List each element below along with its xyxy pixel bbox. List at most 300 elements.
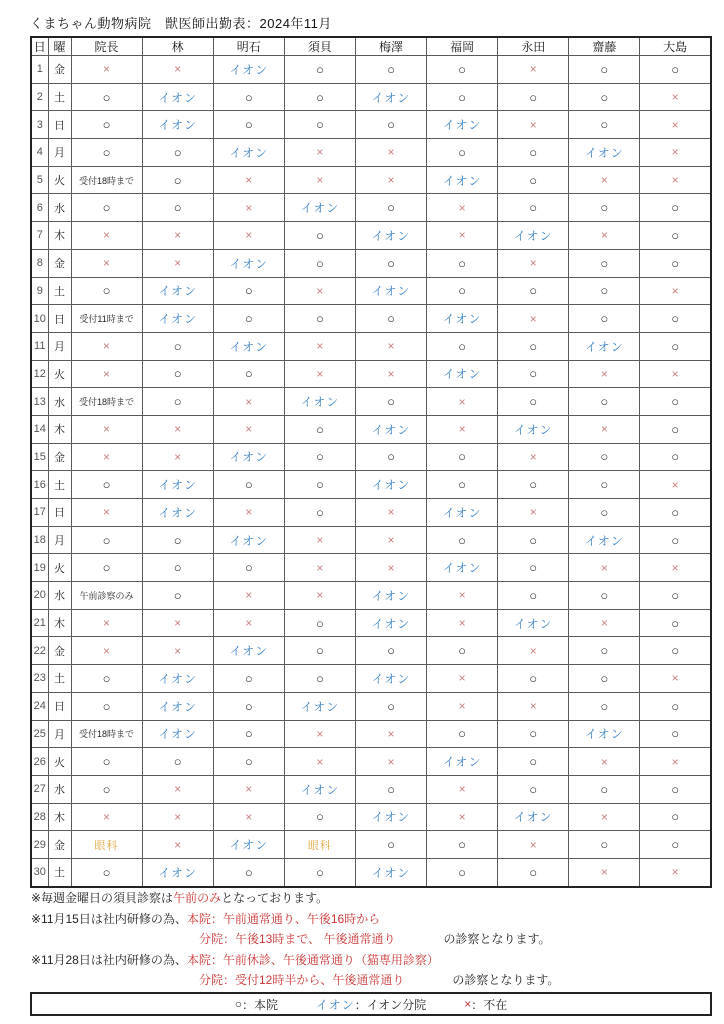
- attendance-cell: ○: [640, 332, 711, 360]
- table-row: [31, 360, 711, 388]
- attendance-cell: ×: [640, 748, 711, 776]
- attendance-cell: ○: [284, 222, 355, 250]
- table-row: [31, 305, 711, 333]
- weekday-label: 日: [48, 692, 71, 720]
- attendance-cell: ×: [213, 388, 284, 416]
- attendance-cell: イオン: [142, 665, 213, 693]
- attendance-cell: ×: [284, 166, 355, 194]
- weekday-label: 水: [48, 775, 71, 803]
- attendance-cell: ×: [427, 775, 498, 803]
- attendance-cell: イオン: [427, 748, 498, 776]
- attendance-cell: ×: [71, 443, 142, 471]
- attendance-cell: ○: [569, 471, 640, 499]
- legend-symbol: ○: [234, 997, 242, 1011]
- table-row: [31, 277, 711, 305]
- attendance-cell: ○: [427, 277, 498, 305]
- attendance-cell: ○: [569, 56, 640, 84]
- attendance-cell: ○: [71, 692, 142, 720]
- attendance-cell: ○: [71, 665, 142, 693]
- attendance-cell: ○: [142, 194, 213, 222]
- attendance-cell: ×: [427, 415, 498, 443]
- table-row: [31, 388, 711, 416]
- attendance-cell: イオン: [355, 415, 426, 443]
- attendance-cell: ×: [569, 360, 640, 388]
- weekday-label: 水: [48, 388, 71, 416]
- attendance-cell: ○: [498, 360, 569, 388]
- attendance-cell: ×: [71, 332, 142, 360]
- attendance-cell: ○: [569, 665, 640, 693]
- attendance-cell: イオン: [427, 360, 498, 388]
- day-number: 7: [31, 222, 48, 250]
- attendance-cell: ○: [427, 471, 498, 499]
- attendance-cell: ×: [640, 554, 711, 582]
- day-number: 18: [31, 526, 48, 554]
- note-line: [31, 888, 559, 909]
- attendance-cell: ○: [427, 831, 498, 859]
- attendance-cell: イオン: [569, 720, 640, 748]
- attendance-cell: イオン: [142, 83, 213, 111]
- attendance-cell: ○: [142, 360, 213, 388]
- attendance-cell: ○: [213, 720, 284, 748]
- attendance-cell: イオン: [498, 803, 569, 831]
- attendance-cell: ○: [498, 775, 569, 803]
- attendance-cell: ×: [498, 56, 569, 84]
- attendance-cell: ○: [71, 526, 142, 554]
- note-text: 本院：午前休診、午後通常通り（猫専用診察）: [186, 952, 439, 967]
- attendance-cell: ×: [71, 637, 142, 665]
- table-row: [31, 803, 711, 831]
- attendance-cell: ×: [71, 803, 142, 831]
- attendance-cell: イオン: [355, 222, 426, 250]
- attendance-cell: ○: [427, 720, 498, 748]
- weekday-label: 土: [48, 471, 71, 499]
- attendance-cell: ○: [213, 692, 284, 720]
- attendance-cell: ×: [498, 499, 569, 527]
- attendance-cell: ×: [427, 665, 498, 693]
- attendance-cell: ×: [71, 249, 142, 277]
- attendance-cell: ○: [640, 305, 711, 333]
- attendance-cell: ○: [284, 305, 355, 333]
- day-number: 11: [31, 332, 48, 360]
- attendance-cell: ○: [284, 665, 355, 693]
- day-number: 28: [31, 803, 48, 831]
- weekday-label: 火: [48, 166, 71, 194]
- note-text: 分院：午後13時まで、 午後通常通り: [199, 932, 396, 946]
- attendance-cell: ○: [355, 249, 426, 277]
- weekday-label: 月: [48, 526, 71, 554]
- attendance-cell: イオン: [142, 692, 213, 720]
- column-header: 日: [31, 37, 48, 56]
- attendance-cell: ×: [640, 111, 711, 139]
- attendance-cell: イオン: [284, 388, 355, 416]
- table-row: [31, 582, 711, 610]
- weekday-label: 金: [48, 443, 71, 471]
- day-number: 1: [31, 56, 48, 84]
- attendance-cell: イオン: [427, 305, 498, 333]
- attendance-cell: ×: [355, 526, 426, 554]
- note-text: 本院：午前通常通り、午後16時から: [186, 911, 381, 926]
- attendance-cell: ×: [213, 803, 284, 831]
- attendance-cell: ×: [569, 222, 640, 250]
- attendance-cell: ○: [640, 526, 711, 554]
- attendance-cell: ○: [427, 139, 498, 167]
- weekday-label: 月: [48, 332, 71, 360]
- attendance-cell: ×: [284, 748, 355, 776]
- attendance-cell: ○: [71, 111, 142, 139]
- attendance-cell: ×: [427, 692, 498, 720]
- weekday-label: 土: [48, 83, 71, 111]
- note-text: ※11月15日は社内研修の為、: [31, 911, 187, 926]
- table-row: [31, 720, 711, 748]
- attendance-cell: ○: [640, 803, 711, 831]
- attendance-cell: ○: [569, 388, 640, 416]
- attendance-cell: ○: [498, 665, 569, 693]
- attendance-cell: ○: [355, 692, 426, 720]
- attendance-cell: ○: [498, 526, 569, 554]
- note-text: ※11月28日は社内研修の為、: [31, 952, 187, 967]
- attendance-cell: ×: [640, 83, 711, 111]
- day-number: 2: [31, 83, 48, 111]
- attendance-cell: イオン: [355, 609, 426, 637]
- day-number: 19: [31, 554, 48, 582]
- table-row: [31, 748, 711, 776]
- attendance-cell: ×: [427, 803, 498, 831]
- column-header: 明石: [213, 37, 284, 56]
- day-number: 12: [31, 360, 48, 388]
- attendance-cell: イオン: [569, 526, 640, 554]
- day-number: 9: [31, 277, 48, 305]
- attendance-cell: ○: [284, 83, 355, 111]
- table-row: [31, 83, 711, 111]
- attendance-cell: イオン: [498, 609, 569, 637]
- attendance-cell: ×: [355, 332, 426, 360]
- attendance-cell: イオン: [355, 582, 426, 610]
- attendance-cell: ×: [355, 720, 426, 748]
- attendance-cell: ×: [427, 194, 498, 222]
- attendance-cell: ×: [213, 222, 284, 250]
- attendance-cell: ○: [498, 748, 569, 776]
- legend-item: [316, 996, 426, 1013]
- attendance-cell: ○: [355, 194, 426, 222]
- attendance-cell: イオン: [213, 526, 284, 554]
- attendance-cell: ○: [142, 748, 213, 776]
- weekday-label: 日: [48, 111, 71, 139]
- attendance-cell: イオン: [213, 56, 284, 84]
- attendance-cell: ○: [640, 582, 711, 610]
- attendance-cell: ○: [569, 775, 640, 803]
- table-row: [31, 111, 711, 139]
- attendance-cell: ×: [569, 748, 640, 776]
- attendance-cell: ×: [284, 582, 355, 610]
- weekday-label: 金: [48, 831, 71, 859]
- attendance-cell: ×: [71, 609, 142, 637]
- attendance-cell: ○: [569, 637, 640, 665]
- attendance-cell: イオン: [427, 166, 498, 194]
- attendance-cell: ×: [284, 139, 355, 167]
- attendance-cell: ○: [213, 471, 284, 499]
- attendance-cell: ○: [640, 692, 711, 720]
- note-text: の診察となります。: [452, 973, 560, 987]
- attendance-cell: イオン: [213, 831, 284, 859]
- attendance-cell: ○: [640, 249, 711, 277]
- attendance-cell: ○: [569, 831, 640, 859]
- attendance-cell: ○: [213, 858, 284, 887]
- legend-symbol: ×: [464, 997, 472, 1011]
- attendance-cell: ○: [640, 56, 711, 84]
- attendance-cell: ×: [569, 803, 640, 831]
- column-header: 福岡: [427, 37, 498, 56]
- note-line: [31, 909, 559, 930]
- attendance-cell: イオン: [142, 720, 213, 748]
- attendance-cell: 受付18時まで: [71, 720, 142, 748]
- column-header: 曜: [48, 37, 71, 56]
- attendance-cell: ×: [142, 443, 213, 471]
- note-line: [31, 970, 559, 991]
- day-number: 26: [31, 748, 48, 776]
- attendance-cell: イオン: [569, 139, 640, 167]
- attendance-cell: ×: [498, 249, 569, 277]
- attendance-cell: ○: [569, 692, 640, 720]
- weekday-label: 木: [48, 609, 71, 637]
- attendance-cell: ○: [498, 83, 569, 111]
- attendance-cell: ○: [640, 720, 711, 748]
- attendance-cell: ○: [640, 388, 711, 416]
- attendance-cell: 眼科: [284, 831, 355, 859]
- attendance-cell: ×: [142, 249, 213, 277]
- attendance-cell: ○: [142, 139, 213, 167]
- note-text: ※毎週金曜日の須貝診察は: [31, 891, 174, 905]
- legend-label: ：イオン分院: [354, 997, 427, 1012]
- weekday-label: 土: [48, 858, 71, 887]
- attendance-cell: ○: [213, 111, 284, 139]
- day-number: 27: [31, 775, 48, 803]
- attendance-cell: ×: [71, 56, 142, 84]
- attendance-cell: ○: [284, 471, 355, 499]
- table-row: [31, 166, 711, 194]
- attendance-cell: ○: [569, 443, 640, 471]
- attendance-cell: イオン: [569, 332, 640, 360]
- attendance-cell: ○: [284, 249, 355, 277]
- attendance-cell: ×: [640, 665, 711, 693]
- attendance-cell: イオン: [213, 139, 284, 167]
- attendance-cell: ○: [284, 637, 355, 665]
- attendance-cell: イオン: [213, 332, 284, 360]
- attendance-cell: ×: [569, 609, 640, 637]
- attendance-cell: ×: [284, 360, 355, 388]
- attendance-cell: ×: [498, 692, 569, 720]
- attendance-cell: ○: [427, 526, 498, 554]
- attendance-cell: イオン: [142, 111, 213, 139]
- attendance-cell: ○: [640, 637, 711, 665]
- attendance-cell: ×: [427, 222, 498, 250]
- attendance-cell: ○: [284, 609, 355, 637]
- day-number: 16: [31, 471, 48, 499]
- attendance-cell: ○: [640, 609, 711, 637]
- attendance-cell: イオン: [142, 277, 213, 305]
- attendance-cell: ×: [213, 582, 284, 610]
- attendance-cell: ○: [71, 194, 142, 222]
- weekday-label: 土: [48, 665, 71, 693]
- table-row: [31, 415, 711, 443]
- attendance-cell: ○: [498, 720, 569, 748]
- column-header: 大島: [640, 37, 711, 56]
- attendance-cell: ○: [569, 277, 640, 305]
- attendance-cell: ○: [355, 56, 426, 84]
- day-number: 15: [31, 443, 48, 471]
- attendance-cell: ×: [498, 111, 569, 139]
- day-number: 3: [31, 111, 48, 139]
- attendance-cell: ○: [213, 665, 284, 693]
- attendance-cell: ×: [569, 858, 640, 887]
- attendance-cell: ○: [142, 388, 213, 416]
- attendance-cell: ○: [71, 554, 142, 582]
- attendance-cell: ○: [569, 582, 640, 610]
- attendance-cell: ○: [427, 858, 498, 887]
- attendance-cell: ○: [284, 858, 355, 887]
- attendance-cell: ×: [213, 415, 284, 443]
- attendance-cell: ○: [355, 388, 426, 416]
- table-header-row: [31, 37, 711, 56]
- attendance-cell: ○: [640, 499, 711, 527]
- attendance-cell: ×: [284, 526, 355, 554]
- day-number: 13: [31, 388, 48, 416]
- attendance-cell: ○: [569, 194, 640, 222]
- attendance-cell: ○: [498, 388, 569, 416]
- table-row: [31, 222, 711, 250]
- weekday-label: 金: [48, 249, 71, 277]
- attendance-cell: イオン: [355, 858, 426, 887]
- attendance-cell: ○: [71, 748, 142, 776]
- table-row: [31, 471, 711, 499]
- attendance-cell: ×: [355, 554, 426, 582]
- attendance-cell: ×: [498, 831, 569, 859]
- attendance-cell: ○: [71, 471, 142, 499]
- attendance-cell: ○: [640, 775, 711, 803]
- weekday-label: 水: [48, 582, 71, 610]
- attendance-cell: ○: [498, 277, 569, 305]
- attendance-cell: ○: [498, 582, 569, 610]
- note-line: [31, 929, 559, 950]
- weekday-label: 木: [48, 222, 71, 250]
- attendance-cell: イオン: [355, 803, 426, 831]
- attendance-cell: ×: [284, 554, 355, 582]
- weekday-label: 木: [48, 803, 71, 831]
- attendance-cell: ×: [640, 360, 711, 388]
- attendance-cell: ○: [427, 56, 498, 84]
- table-row: [31, 554, 711, 582]
- note-text: となっております。: [221, 891, 329, 905]
- attendance-cell: イオン: [213, 249, 284, 277]
- attendance-cell: ○: [498, 139, 569, 167]
- attendance-cell: ×: [355, 499, 426, 527]
- attendance-cell: ○: [569, 111, 640, 139]
- attendance-cell: ○: [355, 775, 426, 803]
- column-header: 須貝: [284, 37, 355, 56]
- attendance-cell: イオン: [355, 83, 426, 111]
- weekday-label: 木: [48, 415, 71, 443]
- attendance-cell: ×: [284, 277, 355, 305]
- attendance-cell: ○: [427, 443, 498, 471]
- table-row: [31, 194, 711, 222]
- weekday-label: 水: [48, 194, 71, 222]
- attendance-cell: ○: [71, 775, 142, 803]
- attendance-cell: イオン: [142, 499, 213, 527]
- attendance-cell: ○: [498, 194, 569, 222]
- attendance-cell: イオン: [498, 415, 569, 443]
- weekday-label: 月: [48, 139, 71, 167]
- attendance-cell: ○: [284, 499, 355, 527]
- attendance-cell: ○: [284, 415, 355, 443]
- attendance-cell: ○: [498, 332, 569, 360]
- attendance-cell: ○: [213, 305, 284, 333]
- table-row: [31, 526, 711, 554]
- attendance-cell: ×: [213, 775, 284, 803]
- attendance-cell: ○: [569, 83, 640, 111]
- day-number: 5: [31, 166, 48, 194]
- attendance-cell: ○: [71, 83, 142, 111]
- legend-symbol: イオン: [315, 997, 355, 1012]
- table-row: [31, 56, 711, 84]
- attendance-cell: ○: [213, 748, 284, 776]
- attendance-cell: イオン: [355, 277, 426, 305]
- attendance-cell: ×: [142, 222, 213, 250]
- attendance-cell: ○: [71, 858, 142, 887]
- attendance-cell: ○: [498, 166, 569, 194]
- attendance-cell: イオン: [355, 665, 426, 693]
- legend-item: [235, 996, 278, 1013]
- attendance-cell: ○: [355, 111, 426, 139]
- weekday-label: 火: [48, 360, 71, 388]
- day-number: 23: [31, 665, 48, 693]
- attendance-cell: ×: [640, 858, 711, 887]
- attendance-cell: ○: [640, 415, 711, 443]
- attendance-cell: ×: [213, 609, 284, 637]
- attendance-cell: ×: [71, 499, 142, 527]
- attendance-cell: イオン: [427, 111, 498, 139]
- attendance-cell: ○: [284, 56, 355, 84]
- attendance-cell: ○: [355, 305, 426, 333]
- attendance-cell: ×: [355, 166, 426, 194]
- attendance-cell: ○: [427, 332, 498, 360]
- note-line: [31, 950, 559, 971]
- table-row: [31, 665, 711, 693]
- attendance-cell: イオン: [355, 471, 426, 499]
- attendance-cell: ×: [142, 637, 213, 665]
- table-row: [31, 831, 711, 859]
- day-number: 6: [31, 194, 48, 222]
- attendance-cell: ×: [640, 277, 711, 305]
- table-row: [31, 775, 711, 803]
- attendance-cell: ×: [569, 415, 640, 443]
- weekday-label: 金: [48, 56, 71, 84]
- attendance-cell: 眼科: [71, 831, 142, 859]
- attendance-cell: ○: [355, 831, 426, 859]
- column-header: 梅澤: [355, 37, 426, 56]
- weekday-label: 日: [48, 305, 71, 333]
- attendance-cell: ×: [71, 360, 142, 388]
- attendance-cell: イオン: [427, 554, 498, 582]
- attendance-cell: 受付18時まで: [71, 166, 142, 194]
- weekday-label: 火: [48, 554, 71, 582]
- attendance-cell: ○: [427, 249, 498, 277]
- attendance-cell: イオン: [498, 222, 569, 250]
- table-row: [31, 499, 711, 527]
- weekday-label: 土: [48, 277, 71, 305]
- note-text: の診察となります。: [443, 932, 551, 946]
- attendance-cell: ×: [142, 803, 213, 831]
- attendance-cell: ×: [427, 388, 498, 416]
- attendance-cell: ○: [213, 360, 284, 388]
